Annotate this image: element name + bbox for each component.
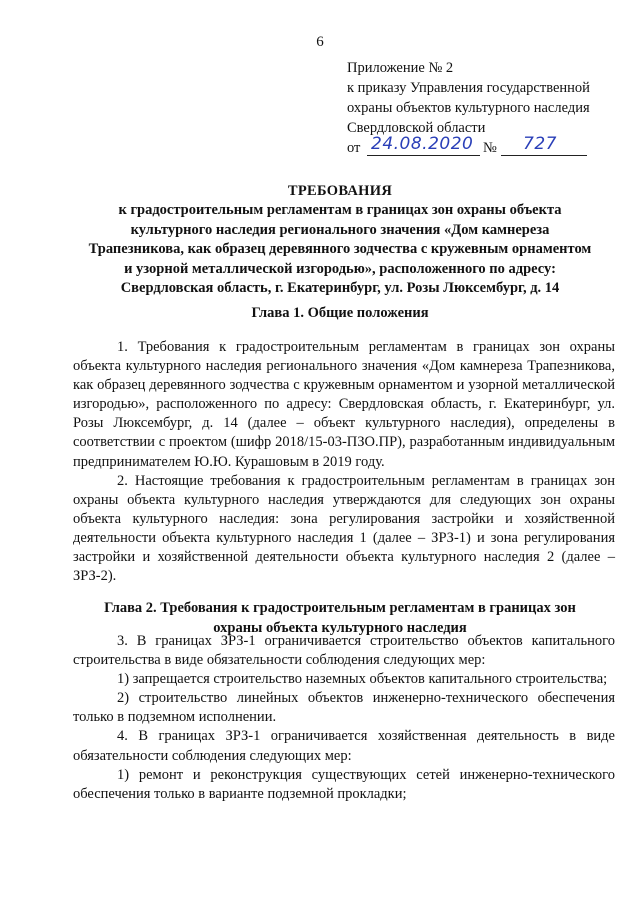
- paragraph-1: 1. Требования к градостроительным регламентам в границах зон охраны объекта культурного наследия регионального значения «Дом камнереза Трапезникова, как образец деревянного зодчества с кружевным орнаментом и узорной металлической изгородью», расположенного по адресу: Свердловская область, г. Екатеринбург, ул. Розы Люксембург, д. 14 (далее – объект культурного наследия), определены в соответствии с проектом (шифр 2018/15-03-ПЗО.ПР), разработанным индивидуальным предпринимателем Ю.Ю. Курашовым в 2019 году.: [73, 339, 615, 470]
- paragraph-4-item-1: 1) ремонт и реконструкция существующих сетей инженерно-технического обеспечения только в варианте подземной прокладки;: [73, 766, 615, 802]
- chapter-1-body: [73, 338, 615, 586]
- paragraph-3: 3. В границах ЗРЗ-1 ограничивается строительство объектов капитального строительства в виде обязательности соблюдения следующих мер:: [73, 633, 615, 669]
- number-prefix: №: [483, 140, 497, 156]
- handwritten-date: 24.08.2020: [371, 134, 474, 154]
- chapter-1-heading: Глава 1. Общие положения: [251, 305, 429, 321]
- appendix-authority-line: охраны объектов культурного наследия: [347, 100, 590, 116]
- document-title: [70, 182, 610, 298]
- appendix-title: Приложение № 2: [347, 60, 454, 76]
- chapter-2-heading-line: охраны объекта культурного наследия: [213, 620, 467, 636]
- appendix-order-line: к приказу Управления государственной: [347, 80, 590, 96]
- title-heading: ТРЕБОВАНИЯ: [287, 183, 393, 199]
- appendix-region-line: Свердловской области: [347, 120, 486, 136]
- handwritten-number: 727: [523, 134, 557, 154]
- date-underline: [367, 155, 480, 156]
- title-line: и узорной металлической изгородью», расположенного по адресу:: [124, 260, 556, 277]
- title-line: культурного наследия регионального значения «Дом камнереза: [130, 221, 550, 238]
- paragraph-4: 4. В границах ЗРЗ-1 ограничивается хозяйственная деятельность в виде обязательности соблюдения следующих мер:: [73, 728, 615, 764]
- appendix-block: [347, 58, 637, 160]
- paragraph-3-item-1: 1) запрещается строительство наземных объектов капитального строительства;: [117, 671, 608, 688]
- title-line: к градостроительным регламентам в границах зон охраны объекта: [118, 202, 562, 219]
- number-underline: [501, 155, 587, 156]
- chapter-2-heading-line: Глава 2. Требования к градостроительным регламентам в границах зон: [104, 600, 576, 616]
- date-prefix: от: [347, 140, 361, 156]
- paragraph-3-item-2: 2) строительство линейных объектов инженерно-технического обеспечения только в подземном исполнении.: [73, 690, 615, 726]
- title-line: Трапезникова, как образец деревянного зодчества с кружевным орнаментом: [88, 241, 592, 258]
- paragraph-2: 2. Настоящие требования к градостроительным регламентам в границах зон охраны объекта культурного наследия утверждаются для следующих зон охраны объекта культурного наследия: зона регулирования застройки и хозяйственной деятельности объекта культурного наследия 1 (далее – ЗРЗ-1) и зона регулирования застройки и хозяйственной деятельности объекта культурного наследия 2 (далее – ЗРЗ-2).: [73, 472, 615, 585]
- title-line: Свердловская область, г. Екатеринбург, ул. Розы Люксембург, д. 14: [120, 280, 560, 297]
- page-number: 6: [316, 34, 324, 50]
- chapter-2-body: [73, 632, 615, 804]
- order-date-number-line: [347, 134, 637, 160]
